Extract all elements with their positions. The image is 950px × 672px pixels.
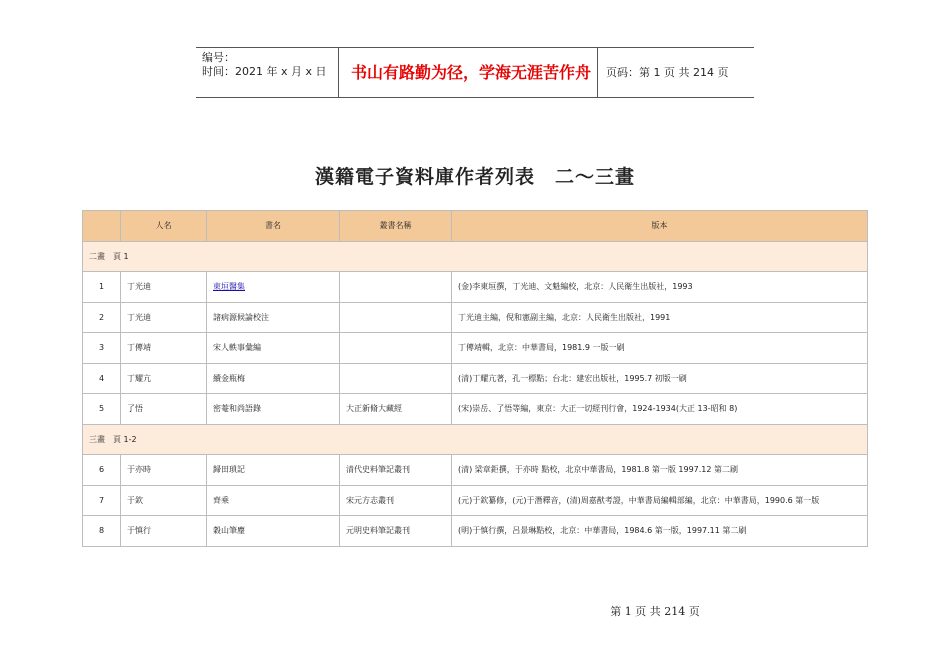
header-meta <box>196 48 338 97</box>
series-cell: 元明史料筆記叢刊 <box>340 516 452 547</box>
book-cell: 穀山筆麈 <box>207 516 340 547</box>
series-cell <box>340 302 452 333</box>
col-header-series: 叢書名稱 <box>340 211 452 242</box>
author-cell: 丁耀亢 <box>121 363 207 394</box>
col-header-index <box>83 211 121 242</box>
section-label: 三畫 頁 1-2 <box>83 424 868 455</box>
time-label: 时间：2021 年 x 月 x 日 <box>202 65 327 78</box>
author-cell: 丁傳靖 <box>121 333 207 364</box>
document-header <box>196 47 754 98</box>
table-row <box>83 394 868 425</box>
author-cell: 丁光迪 <box>121 302 207 333</box>
page-footer: 第 1 页 共 214 页 <box>610 605 700 618</box>
table-header-row <box>83 211 868 242</box>
table-row <box>83 455 868 486</box>
number-label: 编号： <box>202 51 235 64</box>
book-cell: 續金瓶梅 <box>207 363 340 394</box>
book-cell: 宋人軼事彙編 <box>207 333 340 364</box>
section-row <box>83 241 868 272</box>
section-row <box>83 424 868 455</box>
motto: 书山有路勤为径，学海无涯苦作舟 <box>338 48 598 97</box>
row-number: 4 <box>83 363 121 394</box>
edition-cell: (宋)崇岳、了悟等編，東京：大正一切經刊行會，1924-1934(大正 13-昭和 8) <box>452 394 868 425</box>
book-link[interactable]: 東垣醫集 <box>213 282 245 292</box>
edition-cell: (明)于慎行撰，呂景琳點校，北京：中華書局，1984.6 第一版，1997.11 第二刷 <box>452 516 868 547</box>
author-cell: 于欽 <box>121 485 207 516</box>
row-number: 1 <box>83 272 121 303</box>
book-cell: 諸病源候論校注 <box>207 302 340 333</box>
edition-cell: 丁光迪主編，倪和憲副主編，北京：人民衛生出版社，1991 <box>452 302 868 333</box>
series-cell: 大正新脩大藏經 <box>340 394 452 425</box>
author-cell: 了悟 <box>121 394 207 425</box>
table-row <box>83 302 868 333</box>
table-row <box>83 272 868 303</box>
author-table <box>82 210 868 547</box>
edition-cell: (元)于欽纂修，(元)于潛釋音，(清)周嘉猷考證，中華書局編輯部編，北京：中華書局，1990.6 第一版 <box>452 485 868 516</box>
series-cell <box>340 272 452 303</box>
col-header-author: 人名 <box>121 211 207 242</box>
table-row <box>83 363 868 394</box>
section-label: 二畫 頁 1 <box>83 241 868 272</box>
table-row <box>83 516 868 547</box>
page-title: 漢籍電子資料庫作者列表 二～三畫 <box>314 166 635 188</box>
author-cell: 于亦時 <box>121 455 207 486</box>
row-number: 5 <box>83 394 121 425</box>
book-cell: 歸田瑣記 <box>207 455 340 486</box>
row-number: 6 <box>83 455 121 486</box>
series-cell: 清代史料筆記叢刊 <box>340 455 452 486</box>
book-cell <box>207 272 340 303</box>
author-cell: 于慎行 <box>121 516 207 547</box>
series-cell <box>340 333 452 364</box>
series-cell <box>340 363 452 394</box>
edition-cell: (金)李東垣撰，丁光迪、文魁編校，北京：人民衛生出版社，1993 <box>452 272 868 303</box>
book-cell: 齊乘 <box>207 485 340 516</box>
col-header-book: 書名 <box>207 211 340 242</box>
row-number: 7 <box>83 485 121 516</box>
table-row <box>83 333 868 364</box>
row-number: 2 <box>83 302 121 333</box>
author-cell: 丁光迪 <box>121 272 207 303</box>
table-row <box>83 485 868 516</box>
series-cell: 宋元方志叢刊 <box>340 485 452 516</box>
col-header-edition: 版本 <box>452 211 868 242</box>
book-cell: 密菴和尚語錄 <box>207 394 340 425</box>
row-number: 8 <box>83 516 121 547</box>
edition-cell: (清)丁耀亢著，孔一標點；台北：建宏出版社，1995.7 初版一刷 <box>452 363 868 394</box>
page-info: 页码：第 1 页 共 214 页 <box>606 66 729 79</box>
edition-cell: (清) 梁章鉅撰，于亦時 點校，北京中華書局，1981.8 第一版 1997.12 第二刷 <box>452 455 868 486</box>
row-number: 3 <box>83 333 121 364</box>
edition-cell: 丁傳靖輯，北京：中華書局，1981.9 一版一刷 <box>452 333 868 364</box>
